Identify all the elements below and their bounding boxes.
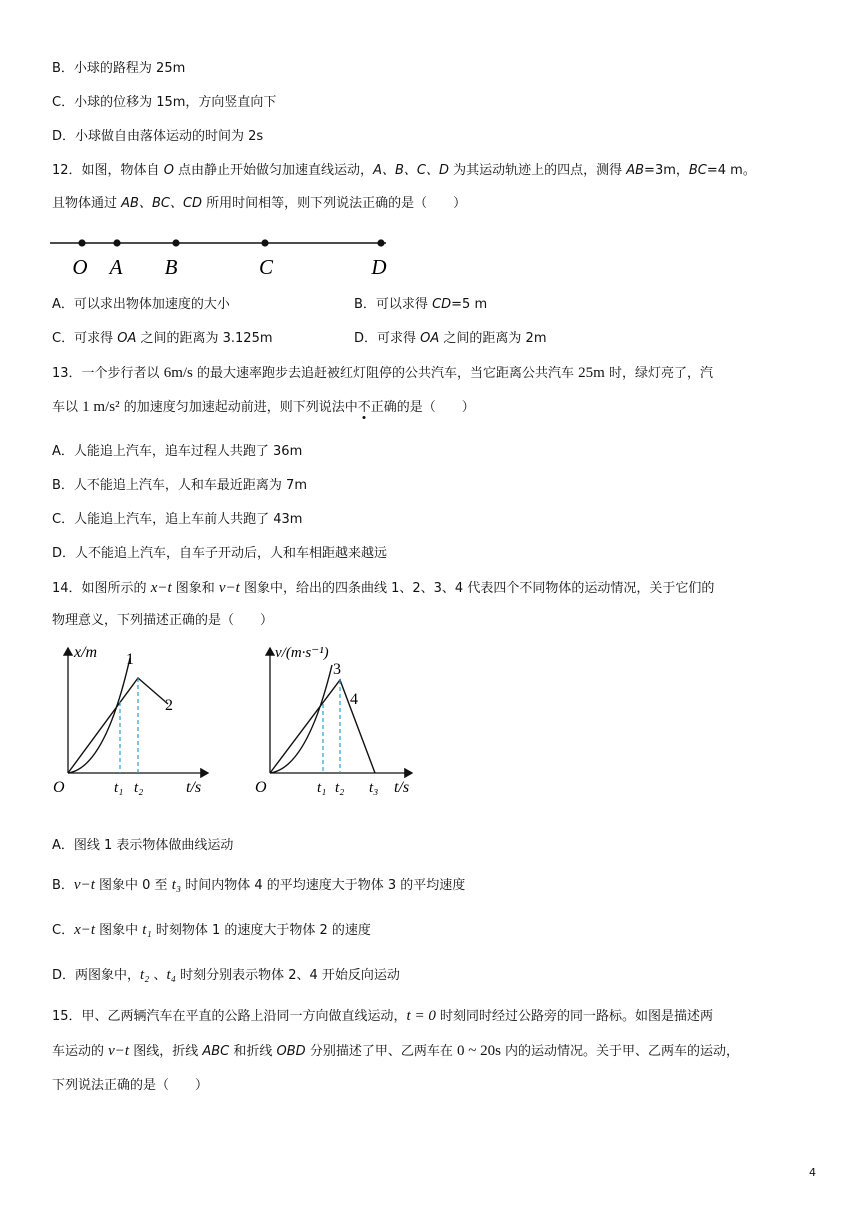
q13-option-c: C．人能追上汽车，追上车前人共跑了 43m xyxy=(52,512,303,527)
q11-option-d: D．小球做自由落体运动的时间为 2s xyxy=(52,129,264,144)
q14-option-a: A．图线 1 表示物体做曲线运动 xyxy=(52,838,234,853)
q12-track-figure xyxy=(48,232,398,284)
q12-label-d: D xyxy=(371,255,387,279)
xt-t2: t₂ xyxy=(134,780,144,796)
q12-option-c: C．可求得 OA 之间的距离为 3.125m xyxy=(52,331,273,346)
q14-stem-line1: 14．如图所示的 x−t 图象和 v−t 图象中，给出的四条曲线 1、2、3、4 代表四个不同物体的运动情况，关于它们的 xyxy=(52,580,715,596)
vt-t3: t₃ xyxy=(369,780,379,796)
xt-curve-1 xyxy=(68,658,130,773)
q14-xt-graph xyxy=(50,640,220,800)
q14-stem-line2: 物理意义，下列描述正确的是（ ） xyxy=(52,613,274,628)
vt-origin: O xyxy=(255,779,267,796)
xt-origin: O xyxy=(53,779,65,796)
q14-option-d: D．两图象中，t₂ 、t₄ 时刻分别表示物体 2、4 开始反向运动 xyxy=(52,967,400,983)
xt-curve-2-label: 2 xyxy=(165,697,173,714)
q14-option-b: B．v−t 图象中 0 至 t₃ 时间内物体 4 的平均速度大于物体 3 的平均速度 xyxy=(52,877,466,893)
q12-stem-line1: 12．如图，物体自 O 点由静止开始做匀加速直线运动，A、B、C、D 为其运动轨迹上的四点，测得 AB=3m，BC=4 m。 xyxy=(52,163,756,178)
vt-ylabel: v/(m·s⁻¹) xyxy=(275,645,329,661)
xt-ylabel: x/m xyxy=(74,644,98,661)
q11-option-b: B．小球的路程为 25m xyxy=(52,61,186,76)
xt-xlabel: t/s xyxy=(186,779,202,796)
q15-stem-line1: 15．甲、乙两辆汽车在平直的公路上沿同一方向做直线运动，t = 0 时刻同时经过公路旁的同一路标。如图是描述两 xyxy=(52,1008,713,1024)
q13-option-b: B．人不能追上汽车，人和车最近距离为 7m xyxy=(52,478,307,493)
q12-label-a: A xyxy=(109,255,123,279)
q12-label-c: C xyxy=(258,255,274,279)
q13-option-a: A．人能追上汽车，追车过程人共跑了 36m xyxy=(52,444,303,459)
vt-curve-3-label: 3 xyxy=(333,661,341,678)
q12-label-b: B xyxy=(164,255,178,279)
q13-stem-line1: 13．一个步行者以 6m/s 的最大速率跑步去追赶被红灯阻停的公共汽车，当它距离公共汽车 25m 时，绿灯亮了，汽 xyxy=(52,365,713,381)
q11-option-c: C．小球的位移为 15m，方向竖直向下 xyxy=(52,95,277,110)
q12-option-b: B．可以求得 CD=5 m xyxy=(354,297,488,312)
vt-t1: t₁ xyxy=(317,780,327,796)
q15-stem-line3: 下列说法正确的是（ ） xyxy=(52,1078,209,1093)
vt-curve-4-label: 4 xyxy=(350,691,358,708)
q15-stem-line2: 车运动的 v−t 图线，折线 ABC 和折线 OBD 分别描述了甲、乙两车在 0 ~ 20s 内的运动情况。关于甲、乙两车的运动， xyxy=(52,1043,740,1059)
page-number: 4 xyxy=(809,1166,816,1179)
q12-stem-line2: 且物体通过 AB、BC、CD 所用时间相等，则下列说法正确的是（ ） xyxy=(52,196,467,211)
vt-t2: t₂ xyxy=(335,780,345,796)
vt-xlabel: t/s xyxy=(394,779,410,796)
q14-vt-graph xyxy=(252,640,427,800)
q14-option-c: C．x−t 图象中 t₁ 时刻物体 1 的速度大于物体 2 的速度 xyxy=(52,922,371,938)
q13-stem-line2: 车以 1 m/s² 的加速度匀加速起动前进，则下列说法中不正确的是（ ） xyxy=(52,399,475,415)
q12-option-a: A．可以求出物体加速度的大小 xyxy=(52,297,230,312)
q12-option-d: D．可求得 OA 之间的距离为 2m xyxy=(354,331,547,346)
xt-curve-1-label: 1 xyxy=(126,651,134,668)
xt-curve-2 xyxy=(68,678,168,773)
xt-t1: t₁ xyxy=(114,780,124,796)
q12-label-o: O xyxy=(72,255,88,279)
q13-option-d: D．人不能追上汽车，自车子开动后，人和车相距越来越远 xyxy=(52,546,388,561)
